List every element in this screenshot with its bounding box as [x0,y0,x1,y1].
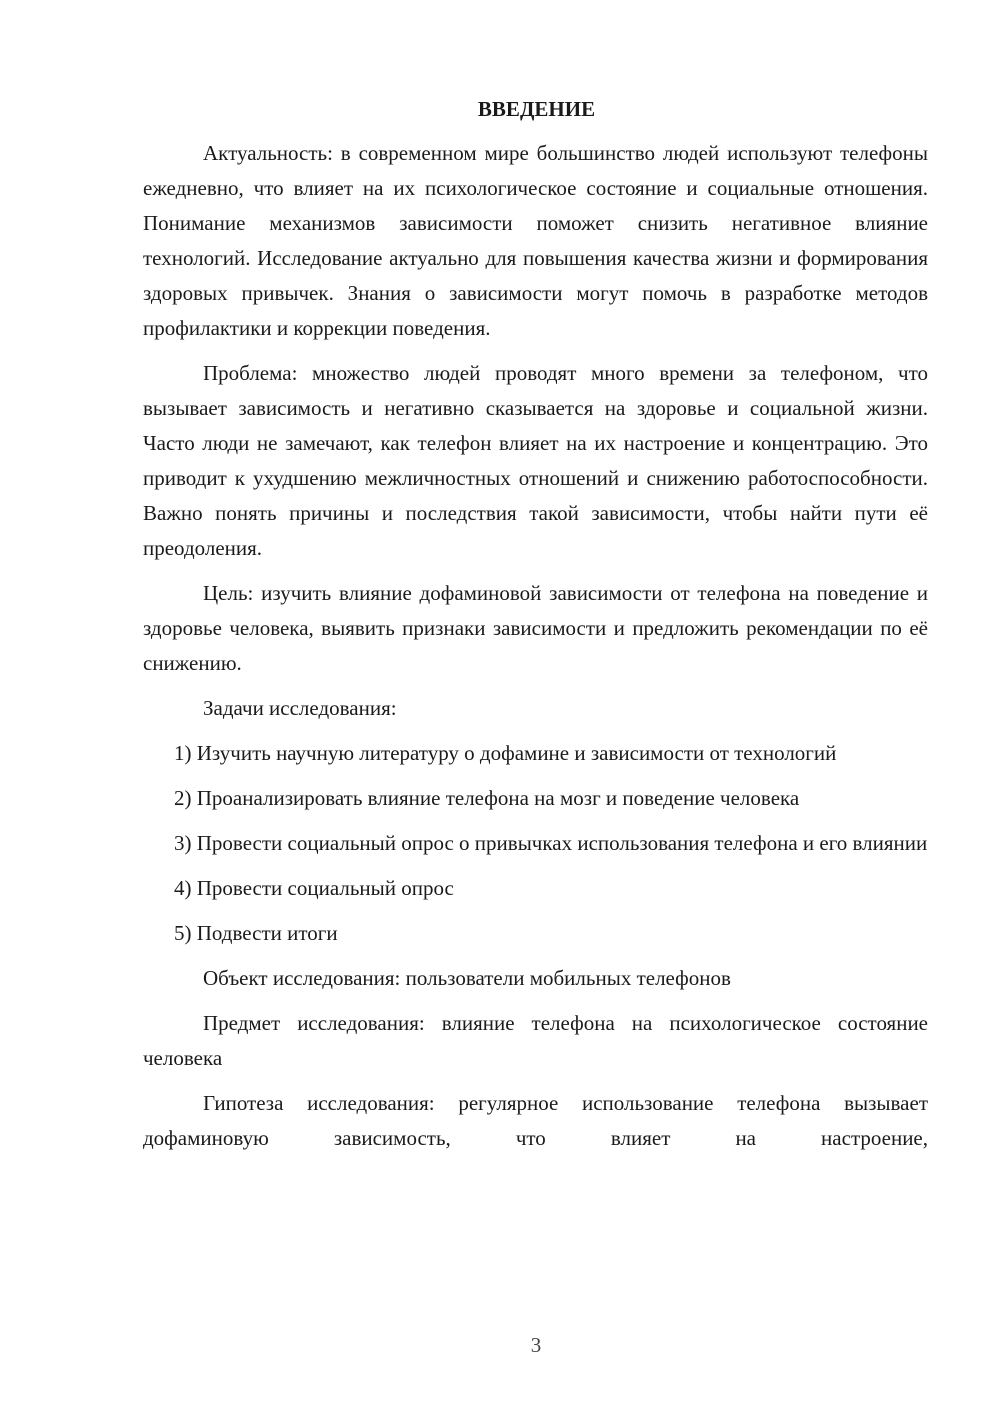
task-item-3: 3) Провести социальный опрос о привычках использования телефона и его влиянии [174,831,928,855]
task-item-4: 4) Провести социальный опрос [174,876,454,900]
task-item-1: 1) Изучить научную литературу о дофамине и зависимости от технологий [174,741,837,765]
page-number: 3 [530,1333,542,1357]
problem-paragraph: Проблема: множество людей проводят много времени за телефоном, что вызывает зависимость и негативно сказывается на здоровье и социальной жизни. Часто люди не замечают, как телефон влияет на их настроение и концентрацию. Это приводит к ухудшению межличностных отношений и снижению работоспособности. Важно понять причины и последствия такой зависимости, чтобы найти пути её преодоления. [143,361,928,560]
research-subject: Предмет исследования: влияние телефона на психологическое состояние человека [143,1011,928,1070]
goal-paragraph: Цель: изучить влияние дофаминовой зависимости от телефона на поведение и здоровье человека, выявить признаки зависимости и предложить рекомендации по её снижению. [143,581,928,675]
tasks-heading: Задачи исследования: [203,696,397,720]
document-page [143,94,928,1166]
task-item-2: 2) Проанализировать влияние телефона на мозг и поведение человека [174,786,800,810]
relevance-paragraph: Актуальность: в современном мире большинство людей используют телефоны ежедневно, что влияет на их психологическое состояние и социальные отношения. Понимание механизмов зависимости поможет снизить негативное влияние технологий. Исследование актуально для повышения качества жизни и формирования здоровых привычек. Знания о зависимости могут помочь в разработке методов профилактики и коррекции поведения. [143,141,928,340]
research-hypothesis: Гипотеза исследования: регулярное использование телефона вызывает дофаминовую зависимость, что влияет на настроение, [143,1091,928,1150]
page-title: ВВЕДЕНИЕ [477,97,596,121]
task-item-5: 5) Подвести итоги [174,921,338,945]
research-object: Объект исследования: пользователи мобильных телефонов [203,966,731,990]
